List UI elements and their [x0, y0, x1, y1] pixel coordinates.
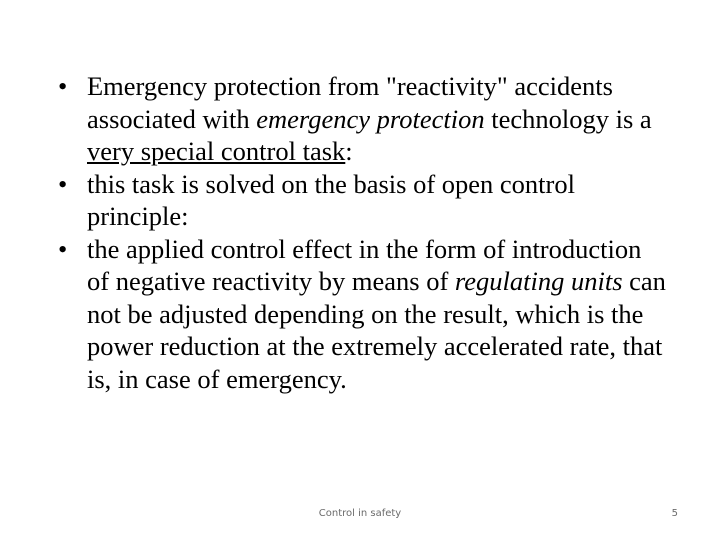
bullet-1-emphasis: emergency protection: [256, 103, 485, 134]
bullet-list: [58, 70, 668, 395]
bullet-item-2: [58, 168, 668, 233]
bullet-dot-icon: •: [58, 168, 68, 199]
slide-footer: Control in safety: [318, 508, 402, 519]
page-number: 5: [671, 508, 678, 519]
bullet-dot-icon: •: [58, 233, 68, 264]
bullet-1-underlined: very special control task: [87, 136, 346, 166]
bullet-3-text-2: can not be adjusted depending on the result, which is the power reduction at the extremely accelerated rate, that is, in case of emergency.: [87, 266, 666, 394]
bullet-item-3: [58, 233, 668, 396]
bullet-2-text: this task is solved on the basis of open control principle:: [87, 168, 575, 231]
bullet-3-text: the applied control effect in the form of introduction of negative reactivity by means of: [87, 233, 642, 296]
bullet-item-1: [58, 70, 668, 168]
bullet-dot-icon: •: [58, 71, 68, 101]
bullet-1-text: Emergency protection from "reactivity" accidents associated with: [87, 71, 613, 134]
bullet-1-text-3: :: [345, 136, 353, 166]
bullet-1-text-2: technology is a: [484, 103, 652, 134]
bullet-3-emphasis: regulating units: [454, 266, 623, 296]
